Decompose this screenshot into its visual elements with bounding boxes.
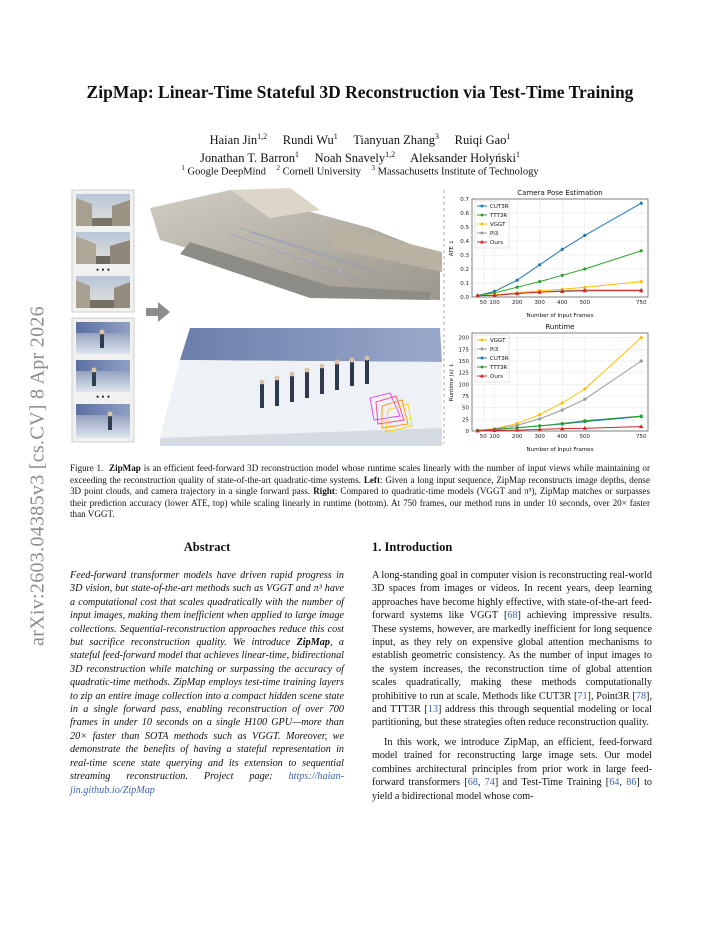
street-frame xyxy=(76,276,130,308)
y-tick-label: 50 xyxy=(462,405,469,412)
legend-marker xyxy=(481,232,484,235)
x-axis-label: Number of Input Frames xyxy=(526,313,594,319)
abstract-heading: Abstract xyxy=(183,540,231,554)
project-page-link[interactable]: https://haian-jin.github.io/ZipMap xyxy=(70,771,344,796)
series-line xyxy=(478,251,642,296)
data-point xyxy=(640,249,643,252)
y-axis-label: ATE ↓ xyxy=(449,239,455,257)
y-tick-label: 0.4 xyxy=(460,239,469,245)
ellipsis: • • • xyxy=(96,265,110,275)
paper-title: ZipMap: Linear-Time Stateful 3D Reconstruction via Test-Time Training xyxy=(86,82,634,102)
legend-marker xyxy=(481,357,484,360)
data-point xyxy=(538,417,541,420)
intro-heading: 1. Introduction xyxy=(372,540,453,554)
data-point xyxy=(516,279,519,282)
author: Aleksander Hołyński$^1$ xyxy=(410,150,520,166)
x-tick-label: 500 xyxy=(579,434,591,440)
arxiv-stamp xyxy=(0,0,50,932)
y-tick-label: 0.6 xyxy=(460,211,469,217)
chart-title: Camera Pose Estimation xyxy=(517,189,603,197)
y-tick-label: 0.0 xyxy=(460,295,469,301)
citation-link[interactable]: 13 xyxy=(427,704,438,716)
author: Haian Jin$^{1,2}$ xyxy=(209,132,268,148)
data-point xyxy=(538,413,541,416)
arxiv-id: arXiv:2603.04385v3 [cs.CV] 8 Apr 2026 xyxy=(26,306,49,646)
ellipsis: • • • xyxy=(96,392,110,402)
intro-paragraph-1: A long-standing goal in computer vision is reconstructing real-world 3D spaces from images or videos. In recent years, deep learning approaches have become highly effective, with state-of-the-art feed-forward systems like VGGT [68] achieving impressive results. These systems, however, are markedly inefficient for long sequence input, as they rely on expensive global attention mechanisms to establish geometric consistency. As the number of input images to the system increases, the reconstruction time of global attention scales quadratically, making these methods computationally prohibitive to run at scale. Methods like CUT3R [71], Point3R [78], and TTT3R [13] address this through sequential modeling or local partitioning, but these strategies often reduce reconstruction quality. xyxy=(372,570,652,729)
citation-link[interactable]: 78 xyxy=(635,690,647,702)
x-tick-label: 100 xyxy=(489,434,500,440)
author: Ruiqi Gao$^1$ xyxy=(454,132,511,148)
author: Jonathan T. Barron$^1$ xyxy=(200,150,300,166)
citation-link[interactable]: 68 xyxy=(467,777,478,789)
skating-frame xyxy=(76,322,130,354)
data-point xyxy=(583,387,586,390)
y-tick-label: 125 xyxy=(458,370,469,377)
data-point xyxy=(583,234,586,237)
data-point xyxy=(583,267,586,270)
intro-body xyxy=(372,569,652,803)
chart-title: Runtime xyxy=(545,323,575,331)
rink-point-cloud xyxy=(160,328,442,446)
y-tick-label: 150 xyxy=(458,359,469,365)
figure-caption: Figure 1. ZipMap is an efficient feed-forward 3D reconstruction model whose runtime scales linearly with the number of input views while maintaining or exceeding the reconstruction quality of state-of-the-art quadratic-time systems. Left: Given a long input sequence, ZipMap reconstructs image depths, dense 3D point clouds, and camera trajectory in a single forward pass. Right: Compared to quadratic-time models (VGGT and π³), ZipMap matches or surpasses their prediction accuracy (lower ATE, top) while scaling linearly in runtime (bottom). At 750 frames, our method runs in under 10 seconds, over 20× faster than VGGT. xyxy=(70,463,651,520)
skating-frame xyxy=(76,404,130,438)
citation-link[interactable]: 86 xyxy=(626,777,637,789)
intro-paragraph-2: In this work, we introduce ZipMap, an efficient, feed-forward model trained for reconstructing large image sets. Our model combines architectural principles from prior work in large feed-forward transformers [68, 74] and Test-Time Training [64, 86] to yield a bidirectional model whose com- xyxy=(372,736,652,802)
legend-marker xyxy=(481,339,484,342)
legend-label: Ours xyxy=(490,240,503,246)
data-point xyxy=(640,202,643,205)
y-tick-label: 175 xyxy=(458,347,469,354)
author: Noah Snavely$^{1,2}$ xyxy=(314,150,396,166)
data-point xyxy=(561,401,564,404)
street-input-frames xyxy=(72,190,134,312)
y-tick-label: 0 xyxy=(465,429,469,435)
data-point xyxy=(561,248,564,251)
y-tick-label: 200 xyxy=(458,335,469,342)
y-tick-label: 100 xyxy=(458,382,469,389)
data-point xyxy=(583,286,586,289)
data-point xyxy=(640,336,643,339)
chart-2 xyxy=(448,323,648,453)
citation-link[interactable]: 71 xyxy=(577,690,588,702)
affiliations: $^1$ Google DeepMind $^2$ Cornell University $^3$ Massachusetts Institute of Technology xyxy=(181,164,539,178)
x-tick-label: 400 xyxy=(557,300,568,306)
legend-label: TTT3R xyxy=(490,365,508,371)
x-tick-label: 100 xyxy=(489,300,500,306)
legend-marker xyxy=(481,348,484,351)
data-point xyxy=(561,408,564,411)
data-point xyxy=(640,414,643,417)
x-tick-label: 400 xyxy=(557,434,568,440)
data-point xyxy=(516,286,519,289)
y-tick-label: 25 xyxy=(462,417,469,424)
y-tick-label: 0.5 xyxy=(460,225,469,231)
data-point xyxy=(538,424,541,427)
x-tick-label: 200 xyxy=(511,300,523,306)
legend-label: TTT3R xyxy=(490,213,508,219)
y-tick-label: 0.7 xyxy=(460,197,469,203)
citation-link[interactable]: 74 xyxy=(484,777,495,789)
data-point xyxy=(583,398,586,401)
y-tick-label: 0.1 xyxy=(460,281,469,287)
charts-panel xyxy=(442,186,654,456)
skating-frame xyxy=(76,360,130,392)
data-point xyxy=(538,263,541,266)
author: Tianyuan Zhang$^3$ xyxy=(353,132,440,148)
y-tick-label: 0.2 xyxy=(460,267,469,273)
x-tick-label: 750 xyxy=(635,434,647,440)
x-tick-label: 500 xyxy=(579,300,591,306)
y-tick-label: 0.3 xyxy=(460,253,469,259)
author: Rundi Wu$^1$ xyxy=(282,132,338,148)
series-line xyxy=(478,282,642,296)
x-axis-label: Number of Input Frames xyxy=(526,447,594,453)
legend-label: CUT3R xyxy=(490,356,509,362)
data-point xyxy=(583,419,586,422)
street-point-cloud xyxy=(150,188,442,300)
legend-marker xyxy=(481,366,484,369)
data-point xyxy=(561,422,564,425)
legend-marker xyxy=(481,205,484,208)
data-point xyxy=(561,274,564,277)
legend-label: VGGT xyxy=(490,338,506,344)
x-tick-label: 300 xyxy=(534,300,545,306)
series-line xyxy=(478,291,642,296)
data-point xyxy=(640,359,643,362)
x-tick-label: 750 xyxy=(635,300,647,306)
legend-label: Ours xyxy=(490,374,503,380)
legend-label: Pi3 xyxy=(490,347,499,353)
legend-marker xyxy=(481,223,484,226)
data-point xyxy=(538,280,541,283)
chart-1 xyxy=(448,189,648,319)
x-tick-label: 300 xyxy=(534,434,545,440)
skating-input-frames xyxy=(72,318,134,442)
legend-label: Pi3 xyxy=(490,231,499,237)
y-axis-label: Runtime (s) ↓ xyxy=(449,362,455,402)
legend-label: CUT3R xyxy=(490,204,509,210)
abstract-body: Feed-forward transformer models have driven rapid progress in 3D vision, but state-of-the-art methods such as VGGT and π³ have a computational cost that scales quadratically with the number of input images, making them inefficient when applied to large image collections. Sequential-reconstruction approaches reduce this cost but sacrifice reconstruction quality. We introduce ZipMap, a stateful feed-forward model that achieves linear-time, bidirectional 3D reconstruction while matching or surpassing the accuracy of quadratic-time methods. ZipMap employs test-time training layers to zip an entire image collection into a compact hidden scene state in a single forward pass, enabling reconstruction of over 700 frames in under 10 seconds on a single H100 GPU—more than 20× faster than SOTA methods such as VGGT. Moreover, we demonstrate the benefits of having a stateful representation in real-time scene state querying and its extension to sequential streaming reconstruction. Project page: https://haian-jin.github.io/ZipMap xyxy=(70,570,345,796)
legend-marker xyxy=(481,214,484,217)
citation-link[interactable]: 64 xyxy=(609,777,620,789)
y-tick-label: 75 xyxy=(462,394,469,400)
data-point xyxy=(640,280,643,283)
x-tick-label: 200 xyxy=(511,434,523,440)
x-tick-label: 50 xyxy=(479,434,487,440)
x-tick-label: 50 xyxy=(479,300,487,306)
citation-link[interactable]: 68 xyxy=(507,610,518,622)
street-frame xyxy=(76,232,130,264)
street-frame xyxy=(76,194,130,226)
legend-label: VGGT xyxy=(490,222,506,228)
arrow-right-icon xyxy=(146,302,170,322)
